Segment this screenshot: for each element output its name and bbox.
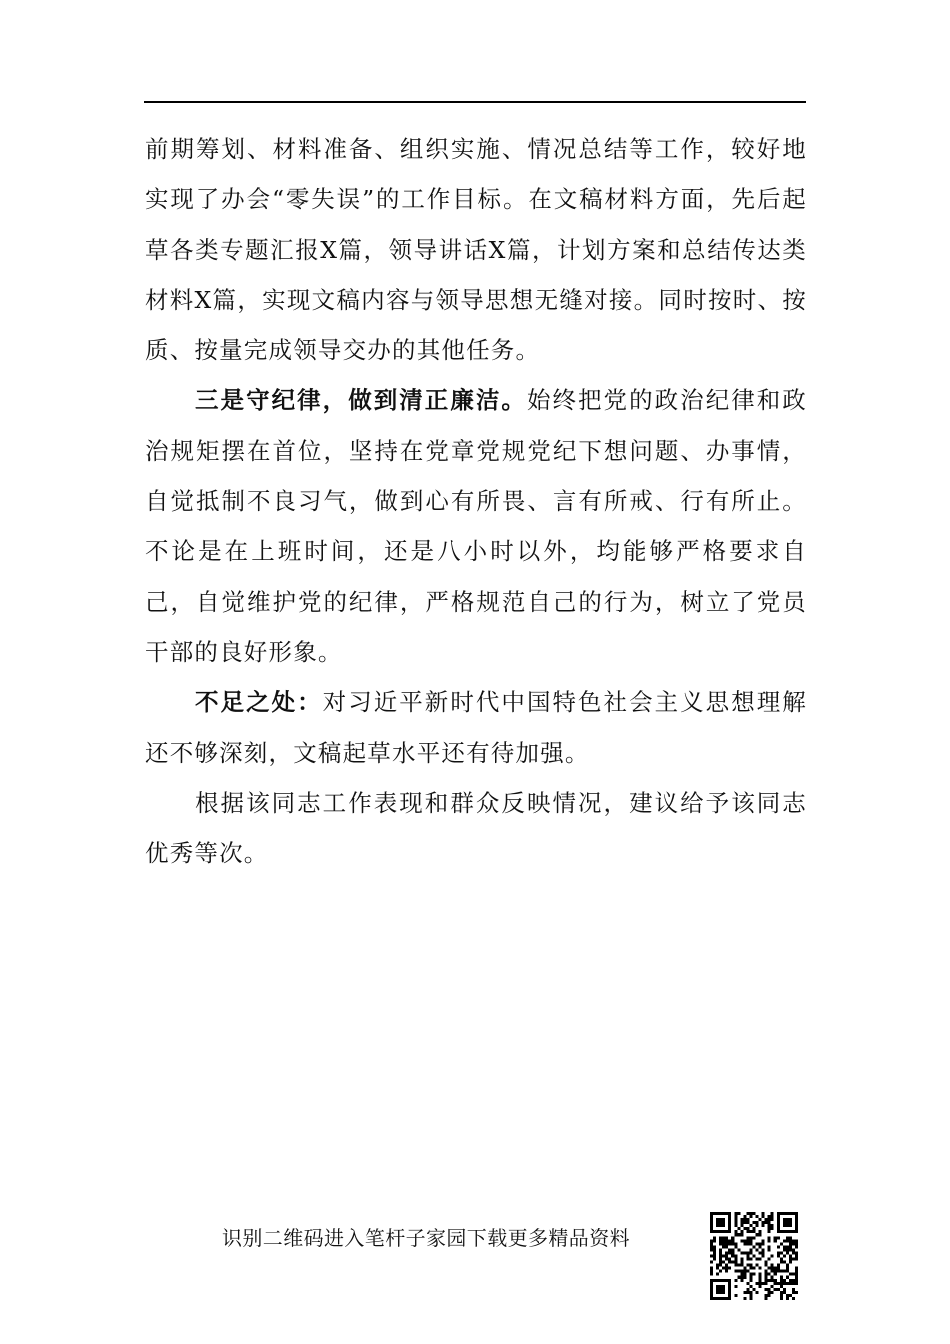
paragraph-text: 前期筹划、材料准备、组织实施、情况总结等工作，较好地实现了办会“零失误”的工作目标。在文稿材料方面，先后起草各类专题汇报X篇，领导讲话X篇，计划方案和总结传达类材料X篇，实现文稿内容与领导思想无缝对接。同时按时、按质、按量完成领导交办的其他任务。: [145, 135, 807, 365]
paragraph-continuation: [145, 124, 807, 375]
paragraph-discipline: [145, 375, 807, 677]
document-body: [145, 124, 807, 878]
qr-code-icon[interactable]: [710, 1212, 798, 1300]
paragraph-text: 始终把党的政治纪律和政治规矩摆在首位，坚持在党章党规党纪下想问题、办事情，自觉抵制不良习气，做到心有所畏、言有所戒、行有所止。不论是在上班时间，还是八小时以外，均能够严格要求自己，自觉维护党的纪律，严格规范自己的行为，树立了党员干部的良好形象。: [145, 386, 807, 666]
paragraph-shortcomings: [145, 677, 807, 778]
header-rule: [144, 101, 806, 103]
footer-note: 识别二维码进入笔杆子家园下载更多精品资料: [222, 1226, 630, 1250]
paragraph-lead: 不足之处：: [195, 688, 323, 717]
paragraph-lead: 三是守纪律，做到清正廉洁。: [195, 386, 527, 415]
paragraph-text: 对习近平新时代中国特色社会主义思想理解还不够深刻，文稿起草水平还有待加强。: [145, 688, 807, 767]
paragraph-text: 根据该同志工作表现和群众反映情况，建议给予该同志优秀等次。: [145, 788, 807, 868]
paragraph-recommendation: [145, 778, 807, 879]
